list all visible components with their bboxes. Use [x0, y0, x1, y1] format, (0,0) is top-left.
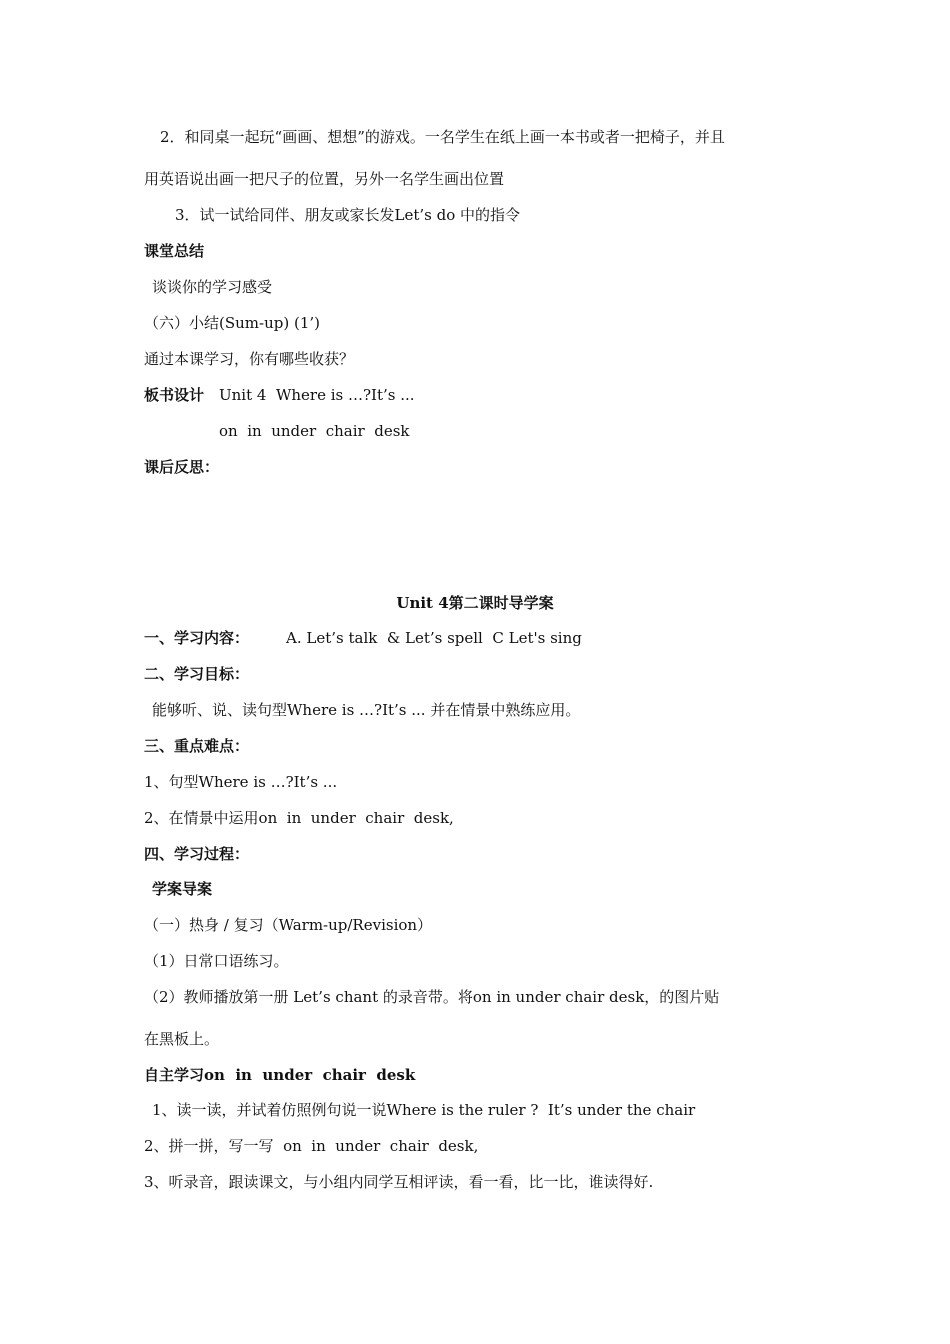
self-study-label: 自主学习on in under chair desk: [144, 1066, 416, 1084]
key-point-2: 2、在情景中运用on in under chair desk,: [144, 809, 454, 827]
board-design-label: 板书设计: [144, 386, 205, 404]
summary-text: 谈谈你的学习感受: [152, 278, 273, 296]
gains-question: 通过本课学习，你有哪些收获？: [144, 350, 355, 368]
warm-up-heading: （一）热身 / 复习（Warm-up/Revision）: [144, 916, 433, 934]
goals-text: 能够听、说、读句型Where is …?It’s ... 并在情景中熟练应用。: [152, 701, 581, 719]
board-design-line-2: on in under chair desk: [219, 422, 410, 440]
key-point-1: 1、句型Where is …?It’s ...: [144, 773, 338, 791]
self-study-item-2: 2、拼一拼，写一写 on in under chair desk,: [144, 1137, 479, 1155]
self-study-item-1: 1、读一读，并试着仿照例句说一说Where is the ruler ? It’s under the chair: [152, 1101, 696, 1119]
sum-up-heading: （六）小结(Sum-up) (1’): [144, 314, 320, 332]
step-2-line-2: 在黑板上。: [144, 1030, 220, 1048]
reflection-label: 课后反思：: [144, 458, 220, 476]
activity-2-line-2: 用英语说出画一把尺子的位置，另外一名学生画出位置: [144, 170, 505, 188]
goals-label: 二、学习目标：: [144, 665, 250, 683]
guide-label: 学案导案: [152, 880, 213, 898]
process-label: 四、学习过程：: [144, 845, 250, 863]
step-2-line-1: （2）教师播放第一册 Let’s chant 的录音带。将on in under chair desk，的图片贴: [144, 988, 720, 1006]
step-1: （1）日常口语练习。: [144, 952, 289, 970]
page-title: Unit 4第二课时导学案: [396, 594, 554, 612]
activity-3: 3．试一试给同伴、朋友或家长发Let’s do 中的指令: [175, 206, 521, 224]
self-study-item-3: 3、听录音，跟读课文，与小组内同学互相评读，看一看，比一比，谁读得好.: [144, 1173, 654, 1191]
key-points-label: 三、重点难点：: [144, 737, 250, 755]
activity-2-line-1: 2．和同桌一起玩“画画、想想”的游戏。一名学生在纸上画一本书或者一把椅子，并且: [160, 128, 725, 146]
board-design-line-1: Unit 4 Where is …?It’s ...: [219, 386, 415, 404]
content-value: A. Let’s talk & Let’s spell C Let's sing: [286, 629, 582, 647]
content-label: 一、学习内容：: [144, 629, 250, 647]
summary-heading: 课堂总结: [144, 242, 205, 260]
